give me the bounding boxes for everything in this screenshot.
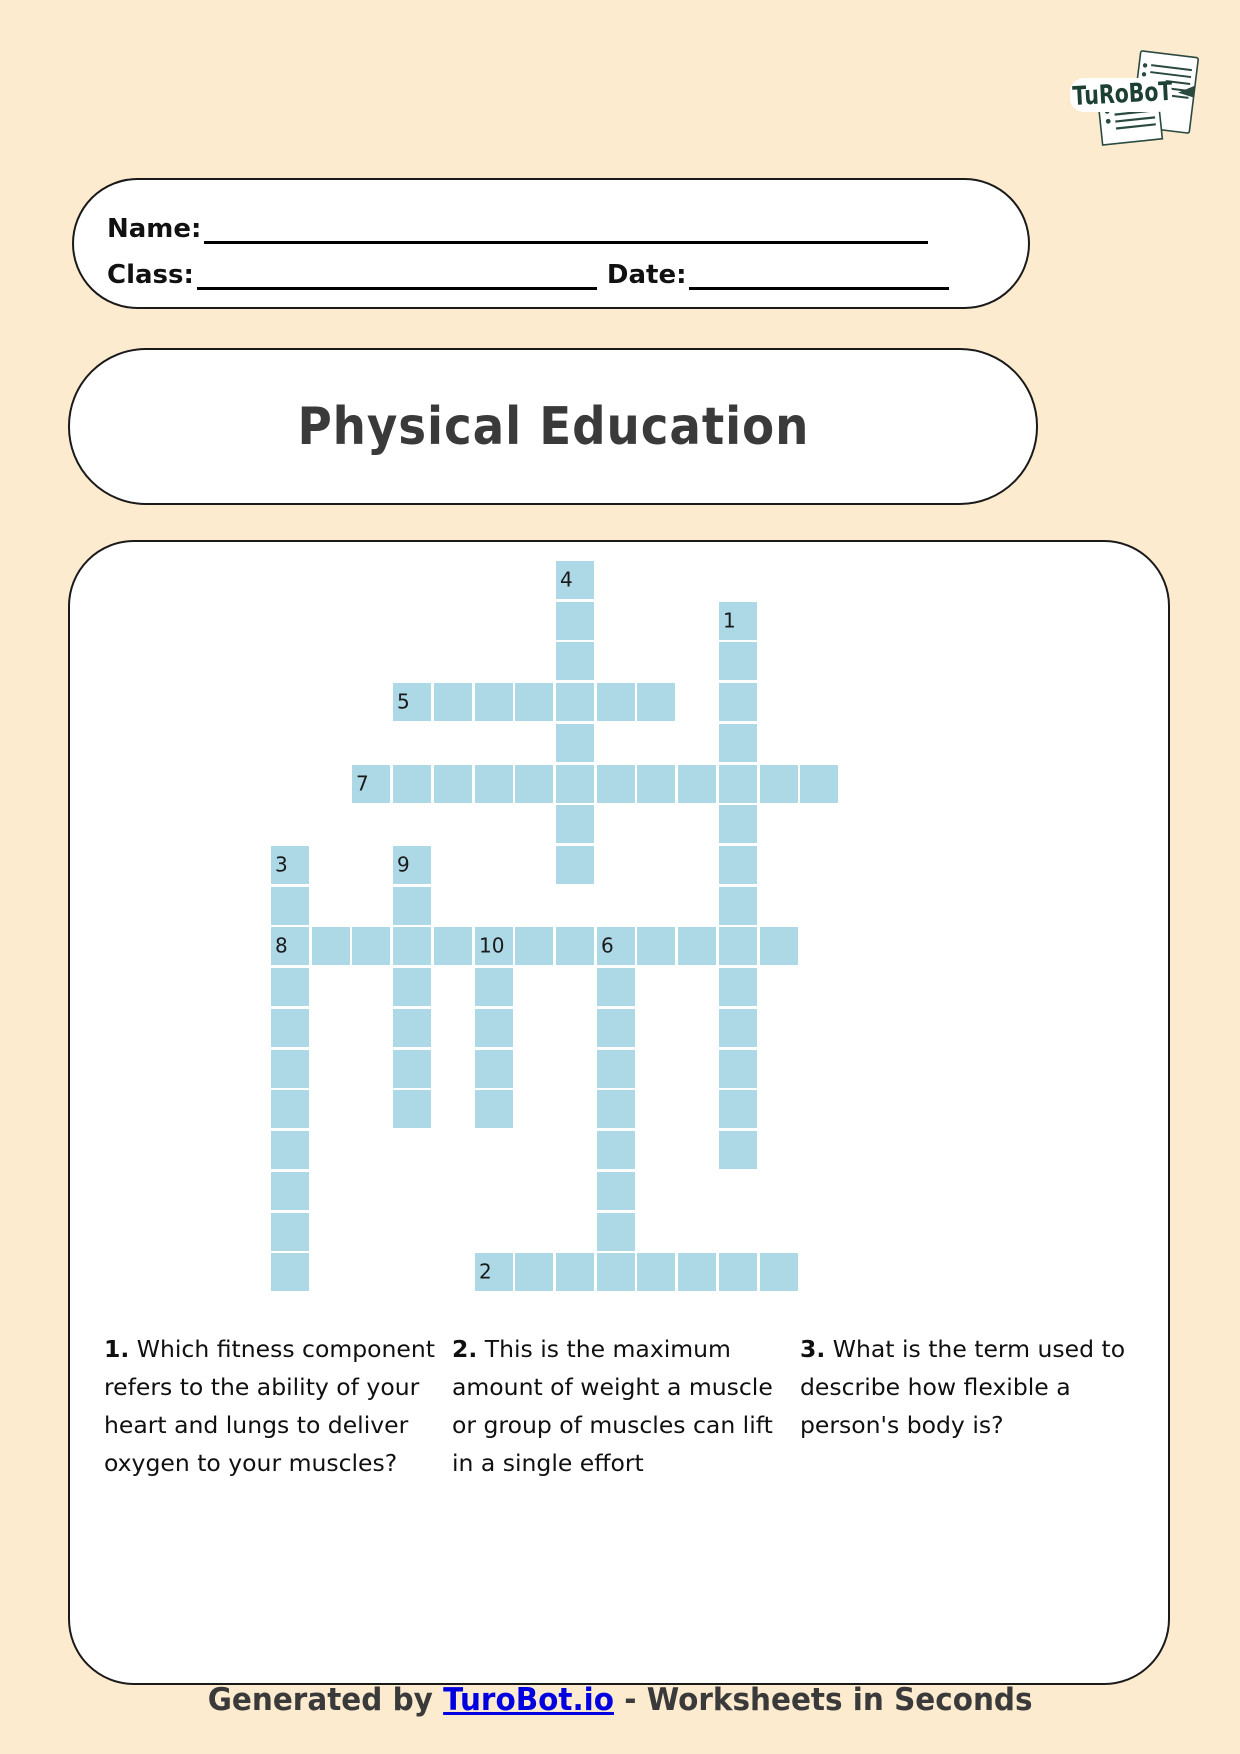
crossword-cell: [597, 1253, 635, 1291]
crossword-cell: [597, 1131, 635, 1169]
crossword-cell: [678, 765, 716, 803]
crossword-cell: [719, 683, 757, 721]
crossword-cell: [678, 927, 716, 965]
crossword-cell: [678, 1253, 716, 1291]
date-blank-line: [689, 260, 949, 290]
cell-number: 10: [479, 933, 505, 958]
crossword-cell: [393, 968, 431, 1006]
crossword-cell: [475, 968, 513, 1006]
crossword-cell: [719, 602, 757, 640]
cell-number: 1: [723, 608, 736, 633]
crossword-cell: [597, 1009, 635, 1047]
crossword-cell: [597, 765, 635, 803]
crossword-cell: [556, 927, 594, 965]
crossword-cell: [393, 765, 431, 803]
crossword-cell: [271, 1009, 309, 1047]
crossword-cell: [271, 1253, 309, 1291]
crossword-cell: [719, 642, 757, 680]
crossword-cell: [556, 602, 594, 640]
logo-text: TuRoBoT: [1071, 75, 1200, 112]
crossword-cell: [556, 561, 594, 599]
crossword-cell: [475, 1009, 513, 1047]
crossword-cell: [719, 1090, 757, 1128]
crossword-cell: [271, 1090, 309, 1128]
crossword-cell: [760, 1253, 798, 1291]
clue-3: [800, 1330, 1134, 1482]
student-info-card: [72, 178, 1030, 309]
cell-number: 8: [275, 933, 288, 958]
turobot-logo: [1070, 48, 1210, 148]
crossword-cell: [475, 927, 513, 965]
clue-1-text: Which fitness component refers to the ability of your heart and lungs to deliver oxygen to your muscles?: [104, 1335, 435, 1477]
footer-prefix: Generated by: [207, 1682, 443, 1718]
crossword-cell: [393, 846, 431, 884]
crossword-cell: [434, 765, 472, 803]
crossword-cell: [719, 1131, 757, 1169]
crossword-cell: [719, 927, 757, 965]
cell-number: 7: [356, 771, 369, 796]
cell-number: 2: [479, 1259, 492, 1284]
crossword-cell: [760, 927, 798, 965]
page-title: Physical Education: [297, 396, 809, 457]
clue-2: [452, 1330, 786, 1482]
crossword-cell: [556, 846, 594, 884]
crossword-cell: [515, 765, 553, 803]
crossword-cell: [637, 765, 675, 803]
footer: [0, 1682, 1240, 1718]
crossword-cell: [597, 1050, 635, 1088]
clue-3-number: 3.: [800, 1335, 826, 1363]
crossword-card: [68, 540, 1170, 1685]
crossword-cell: [271, 968, 309, 1006]
crossword-cell: [556, 765, 594, 803]
class-blank-line: [197, 260, 597, 290]
crossword-cell: [719, 1009, 757, 1047]
crossword-cell: [352, 765, 390, 803]
crossword-cell: [271, 1172, 309, 1210]
crossword-cell: [475, 1050, 513, 1088]
crossword-cell: [393, 927, 431, 965]
crossword-cell: [312, 927, 350, 965]
crossword-cell: [597, 1213, 635, 1251]
crossword-cell: [556, 724, 594, 762]
crossword-cell: [760, 765, 798, 803]
crossword-cell: [271, 1131, 309, 1169]
crossword-cell: [597, 927, 635, 965]
crossword-cell: [597, 1172, 635, 1210]
crossword-cell: [271, 1050, 309, 1088]
crossword-cell: [515, 683, 553, 721]
cell-number: 5: [397, 689, 410, 714]
crossword-cell: [637, 927, 675, 965]
crossword-cell: [475, 683, 513, 721]
crossword-cell: [597, 968, 635, 1006]
crossword-cell: [393, 1050, 431, 1088]
turobot-site-link[interactable]: TuroBot.io: [442, 1682, 614, 1718]
crossword-cell: [637, 683, 675, 721]
name-blank-line: [204, 214, 928, 244]
crossword-cell: [271, 887, 309, 925]
crossword-cell: [393, 1090, 431, 1128]
cell-number: 9: [397, 852, 410, 877]
title-card: [68, 348, 1038, 505]
crossword-cell: [800, 765, 838, 803]
clue-1-number: 1.: [104, 1335, 130, 1363]
name-label: Name:: [107, 214, 202, 244]
crossword-cell: [719, 846, 757, 884]
crossword-cell: [515, 1253, 553, 1291]
crossword-cell: [556, 642, 594, 680]
crossword-cell: [597, 1090, 635, 1128]
cell-number: 6: [601, 933, 614, 958]
crossword-cell: [719, 765, 757, 803]
crossword-cell: [719, 887, 757, 925]
crossword-cell: [352, 927, 390, 965]
crossword-cell: [393, 1009, 431, 1047]
crossword-cell: [556, 805, 594, 843]
crossword-cell: [475, 765, 513, 803]
clue-2-text: This is the maximum amount of weight a muscle or group of muscles can lift in a single effort: [452, 1335, 773, 1477]
crossword-cell: [393, 683, 431, 721]
crossword-cell: [556, 683, 594, 721]
crossword-cell: [637, 1253, 675, 1291]
clue-1: [104, 1330, 438, 1482]
crossword-cell: [271, 1213, 309, 1251]
crossword-cell: [719, 968, 757, 1006]
crossword-cell: [434, 683, 472, 721]
crossword-cell: [271, 927, 309, 965]
footer-suffix: - Worksheets in Seconds: [613, 1682, 1033, 1718]
crossword-cell: [719, 805, 757, 843]
clue-2-number: 2.: [452, 1335, 478, 1363]
crossword-cell: [556, 1253, 594, 1291]
crossword-cell: [393, 887, 431, 925]
crossword-cell: [434, 927, 472, 965]
crossword-cell: [475, 1253, 513, 1291]
crossword-cell: [719, 1050, 757, 1088]
cell-number: 3: [275, 852, 288, 877]
cell-number: 4: [560, 567, 573, 592]
crossword-cell: [719, 724, 757, 762]
crossword-cell: [719, 1253, 757, 1291]
crossword-cell: [475, 1090, 513, 1128]
clue-list: [70, 1330, 1168, 1482]
class-label: Class:: [107, 260, 194, 290]
crossword-cell: [597, 683, 635, 721]
crossword-cell: [271, 846, 309, 884]
date-label: Date:: [606, 260, 687, 290]
crossword-cell: [515, 927, 553, 965]
clue-3-text: What is the term used to describe how flexible a person's body is?: [800, 1335, 1126, 1439]
